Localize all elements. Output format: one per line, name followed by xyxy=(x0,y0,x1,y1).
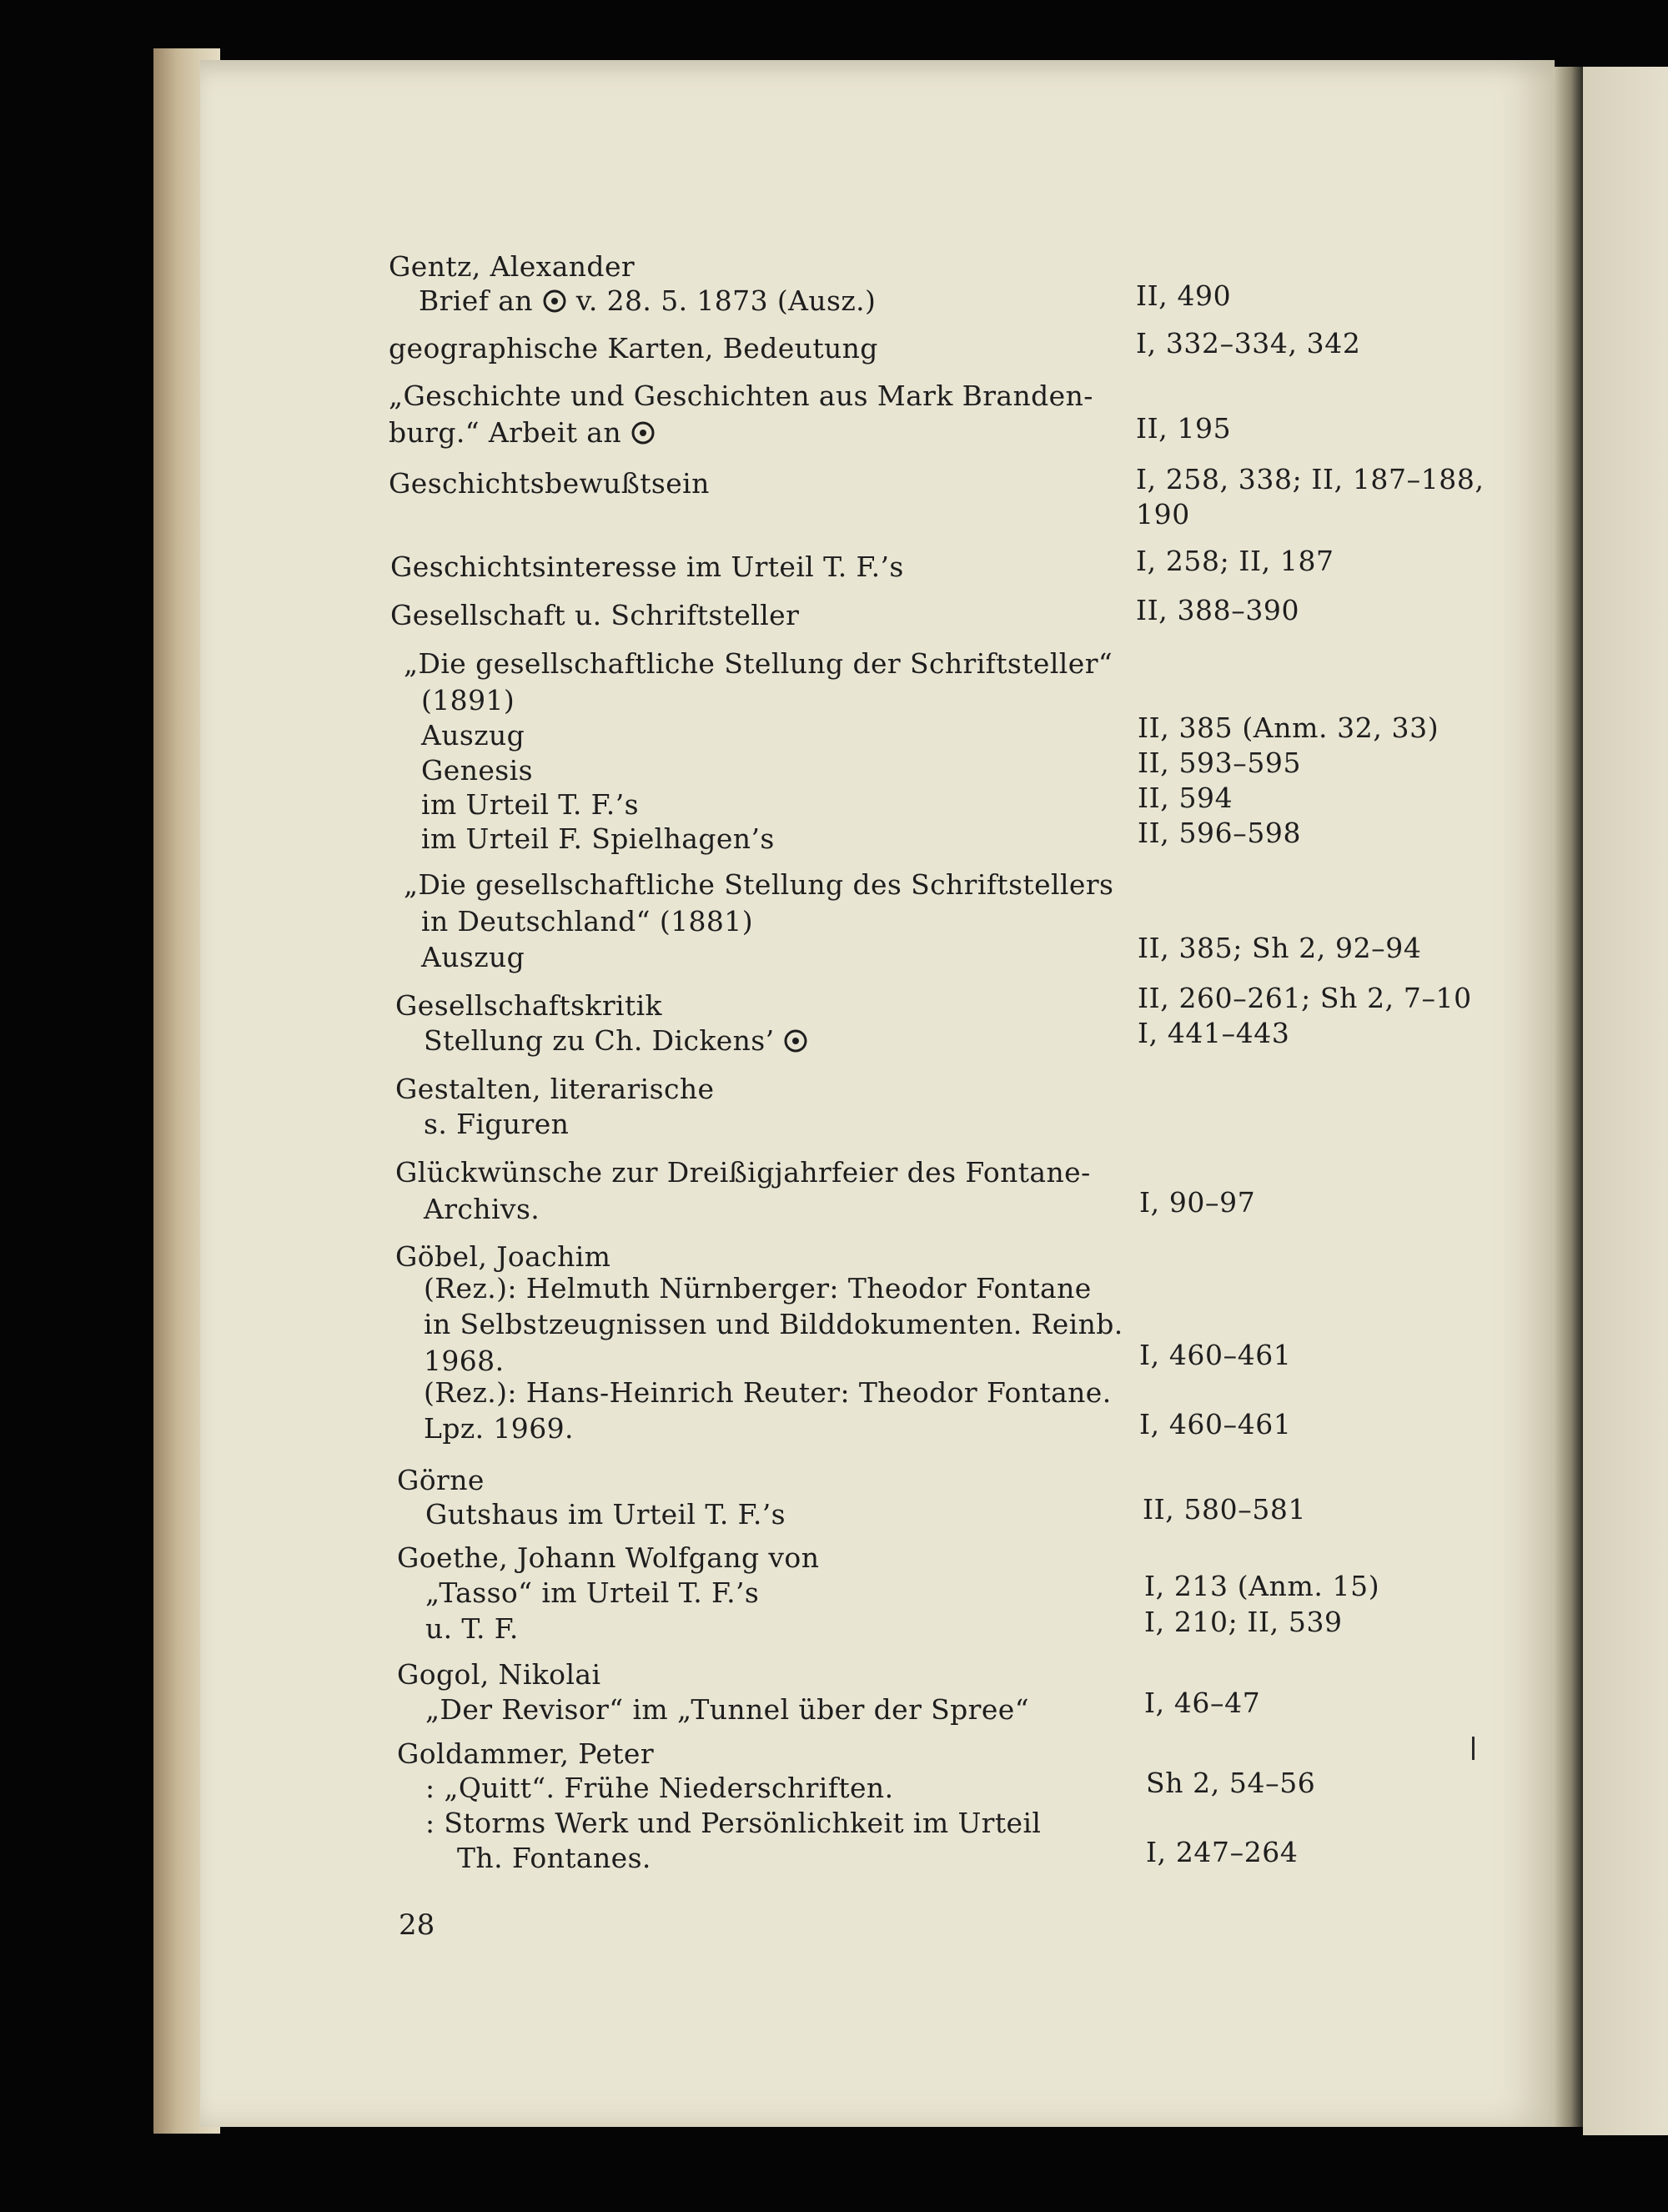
index-entry-line xyxy=(425,1498,786,1531)
margin-mark xyxy=(1472,1737,1475,1760)
entry-text: v. 28. 5. 1873 (Ausz.) xyxy=(575,284,877,317)
entry-text: Auszug xyxy=(421,941,525,973)
page-reference: I, 332–334, 342 xyxy=(1136,327,1361,359)
entry-text: : „Quitt“. Frühe Niederschriften. xyxy=(425,1772,894,1804)
entry-text: s. Figuren xyxy=(424,1108,570,1140)
entry-text: Glückwünsche zur Dreißigjahrfeier des Fontane- xyxy=(395,1156,1091,1189)
index-entry-line xyxy=(425,1612,519,1646)
page-reference: I, 258; II, 187 xyxy=(1136,545,1334,577)
entry-text: burg.“ Arbeit an xyxy=(389,416,622,449)
entry-text: „Der Revisor“ im „Tunnel über der Spree“ xyxy=(425,1693,1029,1726)
entry-text: Gesellschaft u. Schriftsteller xyxy=(390,599,800,631)
index-entry-line xyxy=(390,599,799,632)
index-entry-line xyxy=(397,1658,600,1692)
index-entry-line xyxy=(421,684,515,717)
page-reference: II, 593–595 xyxy=(1138,747,1302,779)
page-reference: I, 460–461 xyxy=(1139,1408,1292,1440)
entry-text: (Rez.): Helmuth Nürnberger: Theodor Fontane xyxy=(424,1272,1092,1305)
index-entry-line xyxy=(389,380,1093,413)
page-reference: 190 xyxy=(1136,498,1190,530)
page-reference: II, 490 xyxy=(1136,279,1232,312)
index-entry-line xyxy=(424,1345,504,1378)
page-reference: Sh 2, 54–56 xyxy=(1146,1767,1316,1799)
entry-text: Lpz. 1969. xyxy=(424,1412,574,1445)
entry-text: : Storms Werk und Persönlichkeit im Urteil xyxy=(425,1807,1042,1839)
entry-text: Th. Fontanes. xyxy=(457,1842,651,1874)
page-reference: I, 46–47 xyxy=(1144,1687,1261,1719)
index-entry-line xyxy=(421,719,525,752)
index-entry-line xyxy=(424,1193,540,1226)
index-entry-line xyxy=(424,1272,1092,1305)
page-reference: I, 213 (Anm. 15) xyxy=(1144,1570,1380,1602)
page-reference: II, 596–598 xyxy=(1138,817,1302,849)
entry-text: in Deutschland“ (1881) xyxy=(421,905,753,938)
index-entry-line xyxy=(421,941,525,974)
entry-text: im Urteil F. Spielhagen’s xyxy=(421,822,775,855)
entry-text: geographische Karten, Bedeutung xyxy=(389,332,878,364)
entry-text: Goldammer, Peter xyxy=(397,1737,655,1770)
index-entry-line xyxy=(419,284,876,318)
book-gutter xyxy=(1553,67,1583,2127)
page-reference: I, 258, 338; II, 187–188, xyxy=(1136,463,1485,495)
page-number: 28 xyxy=(399,1908,435,1942)
page-reference: I, 210; II, 539 xyxy=(1144,1606,1343,1638)
entry-text: Geschichtsbewußtsein xyxy=(389,467,710,500)
index-entry-line xyxy=(424,1024,808,1058)
index-entry-line xyxy=(395,989,662,1023)
entry-text: Göbel, Joachim xyxy=(395,1240,611,1273)
index-entry-line xyxy=(424,1376,1112,1410)
page-reference: II, 580–581 xyxy=(1143,1493,1307,1526)
entry-text: „Die gesellschaftliche Stellung des Schriftstellers xyxy=(404,868,1114,901)
index-entry-line xyxy=(397,1541,819,1575)
entry-text: Gesellschaftskritik xyxy=(395,989,662,1022)
index-entry-line xyxy=(389,332,878,365)
entry-text: Archivs. xyxy=(424,1193,540,1225)
sun-symbol-icon xyxy=(783,1028,808,1053)
page-reference: II, 594 xyxy=(1138,782,1233,814)
entry-text: „Tasso“ im Urteil T. F.’s xyxy=(425,1576,760,1609)
index-entry-line xyxy=(421,754,533,787)
page-reference: II, 260–261; Sh 2, 7–10 xyxy=(1138,982,1472,1014)
facing-page xyxy=(1583,67,1668,2135)
entry-text: Genesis xyxy=(421,754,533,787)
index-entry-line xyxy=(395,1240,610,1274)
index-entry-line xyxy=(390,550,904,584)
entry-text: im Urteil T. F.’s xyxy=(421,788,639,821)
page-reference: I, 441–443 xyxy=(1138,1017,1290,1049)
index-entry-line xyxy=(397,1737,654,1771)
index-entry-line xyxy=(395,1073,714,1106)
page-reference: II, 385 (Anm. 32, 33) xyxy=(1138,711,1439,744)
index-entry-line xyxy=(424,1308,1123,1341)
entry-text: Gestalten, literarische xyxy=(395,1073,715,1105)
entry-text: „Die gesellschaftliche Stellung der Schriftsteller“ xyxy=(404,647,1113,680)
index-entry-line xyxy=(397,1464,485,1497)
index-entry-line xyxy=(389,467,710,500)
entry-text: Goethe, Johann Wolfgang von xyxy=(397,1541,820,1574)
index-entry-line xyxy=(425,1576,759,1610)
index-entry-line xyxy=(389,416,656,450)
entry-text: (1891) xyxy=(421,684,515,716)
index-entry-line xyxy=(395,1156,1091,1189)
page-reference: II, 385; Sh 2, 92–94 xyxy=(1138,932,1422,964)
entry-text: Stellung zu Ch. Dickens’ xyxy=(424,1024,775,1057)
index-entry-line xyxy=(389,250,635,284)
page-reference: I, 460–461 xyxy=(1139,1339,1292,1371)
entry-text: in Selbstzeugnissen und Bilddokumenten. Reinb. xyxy=(424,1308,1123,1340)
index-entry-line xyxy=(404,868,1113,902)
page-reference: II, 195 xyxy=(1136,412,1232,445)
entry-text: Auszug xyxy=(421,719,525,752)
index-entry-line xyxy=(421,788,639,822)
entry-text: Gutshaus im Urteil T. F.’s xyxy=(425,1498,786,1531)
entry-text: Gogol, Nikolai xyxy=(397,1658,601,1691)
index-entry-line xyxy=(424,1412,574,1445)
sun-symbol-icon xyxy=(542,289,567,314)
entry-text: Geschichtsinteresse im Urteil T. F.’s xyxy=(390,550,904,583)
page-reference: I, 90–97 xyxy=(1139,1186,1256,1219)
entry-text: Brief an xyxy=(419,284,533,317)
entry-text: Gentz, Alexander xyxy=(389,250,636,283)
entry-text: 1968. xyxy=(424,1345,505,1377)
index-entry-line xyxy=(425,1693,1029,1727)
index-entry-line xyxy=(425,1807,1041,1840)
entry-text: u. T. F. xyxy=(425,1612,519,1645)
index-entry-line xyxy=(457,1842,651,1875)
index-entry-line xyxy=(421,822,775,856)
index-entry-line xyxy=(404,647,1113,681)
entry-text: „Geschichte und Geschichten aus Mark Branden- xyxy=(389,380,1093,412)
sun-symbol-icon xyxy=(631,420,656,445)
index-entry-line xyxy=(425,1772,893,1805)
entry-text: Görne xyxy=(397,1464,485,1496)
entry-text: (Rez.): Hans-Heinrich Reuter: Theodor Fontane. xyxy=(424,1376,1112,1409)
page-reference: II, 388–390 xyxy=(1136,594,1300,626)
index-entry-line xyxy=(421,905,753,938)
index-entry-line xyxy=(424,1108,569,1141)
page-reference: I, 247–264 xyxy=(1146,1836,1299,1868)
